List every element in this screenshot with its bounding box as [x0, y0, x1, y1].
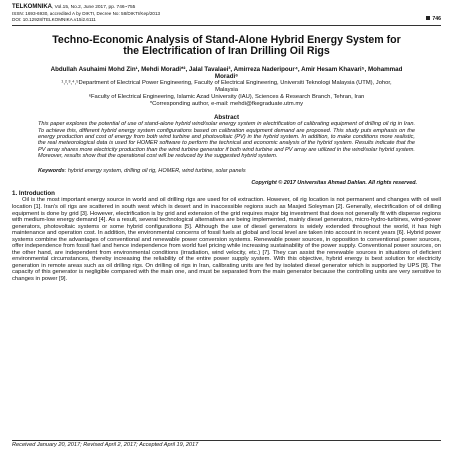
corresponding-author: *Corresponding author, e-mail: mehdi@fkegraduate.utm.my [149, 100, 304, 107]
keywords-text: : hybrid energy system, drilling oil rig, HOMER, wind turbine, solar panels [64, 167, 246, 174]
header-rule [12, 25, 441, 26]
volume-info: , Vol.15, No.2, June 2017, pp. 746~755 [52, 5, 136, 10]
footer-rule [12, 440, 441, 441]
keywords-line [38, 168, 415, 174]
affiliation-1: ¹,²,³,⁴,⁵Department of Electrical Power Engineering, Faculty of Electrical Engineering, Universiti Teknologi Malaysia (UTM), Johor, Malaysia [61, 80, 392, 94]
abstract-text: This paper explores the potential of use of stand-alone hybrid wind/solar energy system in electrification of calibrating equipment of drilling oil rig in Iran. To achieve this, different hybrid energy system configurations based on calibration equipment demand are proposed. This study puts emphasis on the energy production and cost of energy from both wind turbine and photovoltaic (PV) in the hybrid system. In addition, to make conditions more realistic, the real meteorological data is used for HOMER software to perform the technical and economic analysis of the hybrid system. Results indicate that the PV array shares more electricity production than the wind turbine generator if both wind turbine and PV array are utilized in the wind/solar hybrid system. Moreover, results show that the operational cost will be reduced by the suggested hybrid system. [38, 121, 415, 160]
page-number-value: 746 [432, 16, 441, 23]
abstract-heading: Abstract [213, 114, 240, 122]
page-number [426, 16, 441, 22]
issn-line: ISSN: 1693-6930, accredited A by DIKTI, Decree No: 58/DIKTI/Kep/2013 [12, 11, 161, 16]
doi-line: DOI: 10.12928/TELKOMNIKA.v15i2.6111 [12, 16, 96, 22]
author-list: Abdullah Asuhaimi Mohd Zin¹, Mehdi Moradi*², Jalal Tavalaei³, Amirreza Naderipour⁴, Amir Hesam Khavari⁵, Mohammad Moradi⁶ [50, 66, 403, 81]
paper-title: Techno-Economic Analysis of Stand-Alone Hybrid Energy System for the Electrification of Iran Drilling Oil Rigs [52, 33, 401, 58]
journal-name: TELKOMNIKA [12, 4, 52, 10]
affiliation-2: ⁶Faculty of Electrical Engineering, Islamic Azad University (IAU), Sciences & Research Branch, Tehran, Iran [88, 93, 365, 100]
section-heading-introduction: 1. Introduction [12, 190, 55, 198]
journal-header [12, 4, 441, 11]
received-dates: Received January 20, 2017; Revised April 2, 2017; Accepted April 19, 2017 [12, 442, 199, 448]
keywords-label: Keywords [38, 167, 65, 174]
introduction-text: Oil is the most important energy source in world and oil drilling rigs are used for oil extraction. However, oil rig location is not permanent and changes with oil well location [1]. Iran's oil rigs are scattered in south west which is desert and in inaccessible regions such as Masjed Soleyman [2]. Generally, electrification of oil drilling equipment is done by grid [3]. However, electrification is by grid and extension of the grid requires major big investment that does not generally fit with disperse regions with medium-low energy demand [4]. As a result, several technological alternatives are being implemented, mainly diesel generators, micro-hydro-turbines, wind-power generators, photovoltaic systems or some hybrid configurations [5]. Although the use of diesel generators is widely extended throughout the world, it has high maintenance and operation cost. In addition, the environmental concerns of fossil fuels at global and local level are taken into account in recent years [6]. Hybrid power systems combine the advantages of conventional and renewable power conversion systems. Renewable power sources, in opposition to conventional power sources, offer independence from fossil fuel and hence independence from world fuel pricing while increasing sustainability of the power supply. Conventional power sources, on the other hand, are independent from environmental conditions (irradiation, wind velocity, etc.) [7]. They can assist the renewable sources in situations of deficient environmental circumstances, thereby increasing the reliability of the entire power supply system. With this objective, hybrid energy is best solution for electricity generation in remote areas such as oil drilling rigs. On drilling oil rigs in Iran, calibrating units are fed by isolated diesel generator which is supported by UPS [8]. The capacity of this generator is negligible compared with the main one, and must be separated from the main generator because the controlling units are very sensitive to changes in power [9]. [12, 197, 441, 283]
square-bullet-icon [426, 16, 430, 20]
doi-row [12, 16, 441, 22]
copyright-notice: Copyright © 2017 Universitas Ahmad Dahlan. All rights reserved. [251, 180, 417, 187]
